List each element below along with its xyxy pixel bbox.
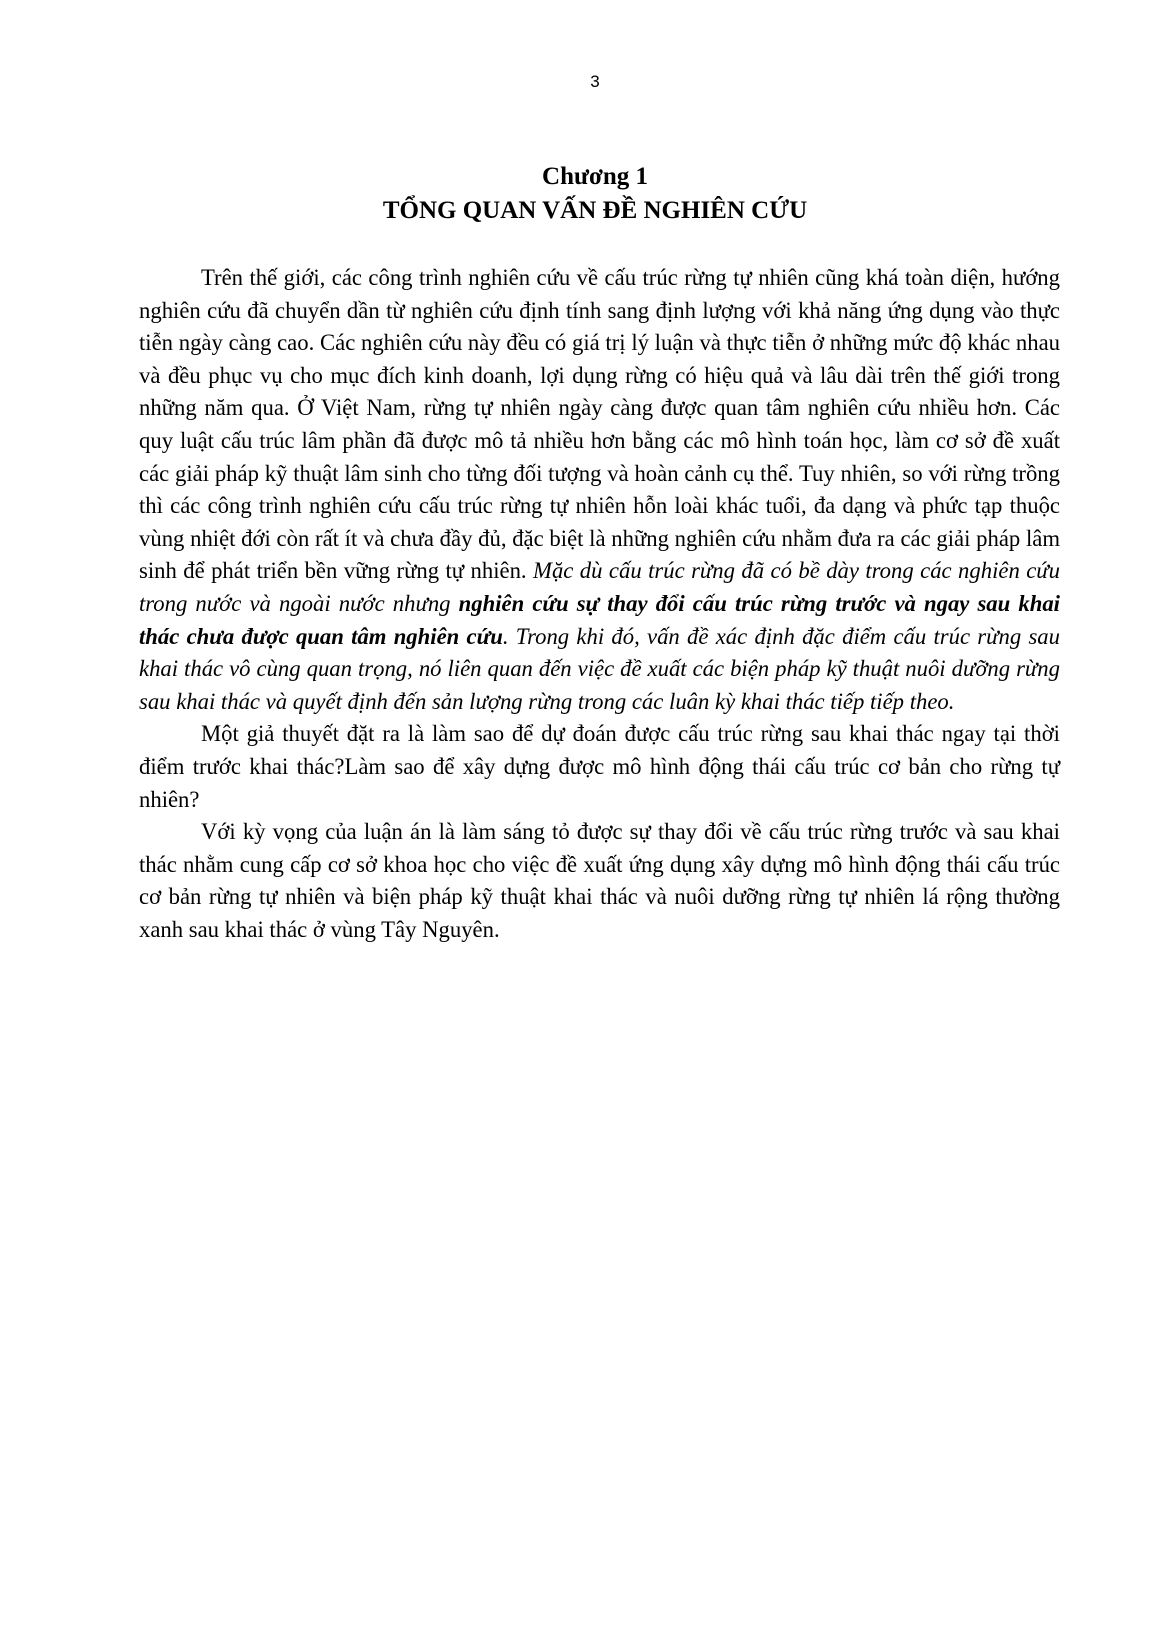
paragraph-1-bold-italic: nghiên cứu sự thay đổi cấu trúc rừng trước và ngay sau khai thác chưa được quan tâm nghiên cứu: [139, 590, 1060, 649]
paragraph-1-plain: Trên thế giới, các công trình nghiên cứu về cấu trúc rừng tự nhiên cũng khá toàn diện, hướng nghiên cứu đã chuyển dần từ nghiên cứu định tính sang định lượng với khả năng ứng dụng vào thực tiễn ngày càng cao. Các nghiên cứu này đều có giá trị lý luận và thực tiễn ở những mức độ khác nhau và đều phục vụ cho mục đích kinh doanh, lợi dụng rừng có hiệu quả và lâu dài trên thế giới trong những năm qua. Ở Việt Nam, rừng tự nhiên ngày càng được quan tâm nghiên cứu nhiều hơn. Các quy luật cấu trúc lâm phần đã được mô tả nhiều hơn bằng các mô hình toán học, làm cơ sở đề xuất các giải pháp kỹ thuật lâm sinh cho từng đối tượng và hoàn cảnh cụ thể. Tuy nhiên, so với rừng trồng thì các công trình nghiên cứu cấu trúc rừng tự nhiên hỗn loài khác tuổi, đa dạng và phức tạp thuộc vùng nhiệt đới còn rất ít và chưa đầy đủ, đặc biệt là những nghiên cứu nhằm đưa ra các giải pháp lâm sinh để phát triển bền vững rừng tự nhiên.: [139, 265, 1060, 584]
paragraph-1: [139, 262, 1060, 718]
page-number: 3: [590, 72, 600, 91]
body-text: [139, 262, 1060, 946]
paragraph-1-italic-b: . Trong khi đó, vấn đề xác định đặc điểm cấu trúc rừng sau khai thác vô cùng quan trọng, nó liên quan đến việc đề xuất các biện pháp kỹ thuật nuôi dưỡng rừng sau khai thác và quyết định đến sản lượng rừng trong các luân kỳ khai thác tiếp tiếp theo.: [139, 623, 1060, 714]
chapter-title: TỔNG QUAN VẤN ĐỀ NGHIÊN CỨU: [382, 197, 808, 224]
paragraph-3: Với kỳ vọng của luận án là làm sáng tỏ được sự thay đổi về cấu trúc rừng trước và sau khai thác nhằm cung cấp cơ sở khoa học cho việc đề xuất ứng dụng xây dựng mô hình động thái cấu trúc cơ bản rừng tự nhiên và biện pháp kỹ thuật khai thác và nuôi dưỡng rừng tự nhiên lá rộng thường xanh sau khai thác ở vùng Tây Nguyên.: [139, 819, 1060, 942]
chapter-label: Chương 1: [542, 163, 648, 190]
paragraph-1-italic-a: Mặc dù cấu trúc rừng đã có bề dày trong các nghiên cứu trong nước và ngoài nước nhưng: [139, 558, 1061, 616]
paragraph-2: Một giả thuyết đặt ra là làm sao để dự đoán được cấu trúc rừng sau khai thác ngay tại thời điểm trước khai thác?Làm sao để xây dựng được mô hình động thái cấu trúc cơ bản cho rừng tự nhiên?: [139, 721, 1060, 812]
